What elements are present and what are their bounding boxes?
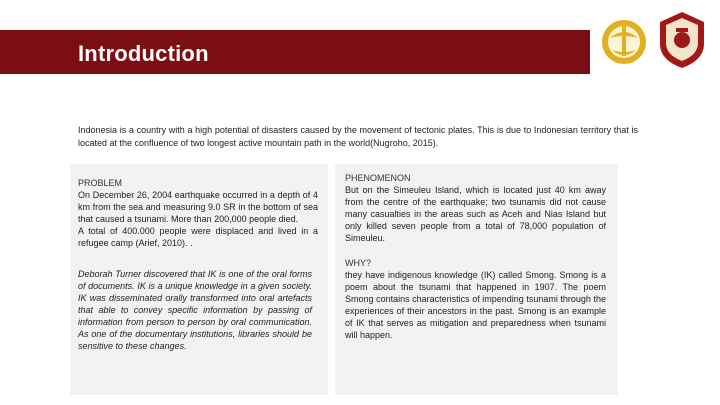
institution-emblem-logo-icon bbox=[654, 8, 710, 70]
problem-section bbox=[78, 177, 318, 249]
problem-text-2: A total of 400.000 people were displaced and lived in a refugee camp (Arief, 2010). . bbox=[78, 226, 318, 248]
quote-paragraph: Deborah Turner discovered that IK is one of the oral forms of documents. IK is a unique knowledge in a given society. IK was disseminated orally transformed into oral artefacts that able to convey specific information by passing of information from person to person by oral communication. As one of the documentary institutions, libraries should be sensitive to these changes. bbox=[78, 269, 312, 351]
problem-heading: PROBLEM bbox=[78, 178, 123, 188]
problem-text-1: On December 26, 2004 earthquake occurred in a depth of 4 km from the sea and measuring 9.0 SR in the bottom of sea that caused a tsunami. More than 200,000 people died. bbox=[78, 190, 318, 224]
phenomenon-section bbox=[345, 172, 606, 244]
slide-title: Introduction bbox=[78, 41, 209, 66]
phenomenon-heading: PHENOMENON bbox=[345, 173, 411, 183]
why-text: they have indigenous knowledge (IK) called Smong. Smong is a poem about the tsunami that happened in 1907. The poem Smong contains characteristics of impending tsunami through the experiences of their ancestors in the past. Smong is an example of IK that serves as mitigation and preparedness when tsunami will happen. bbox=[345, 270, 606, 340]
why-section bbox=[345, 257, 606, 341]
university-crest-logo-icon bbox=[596, 8, 652, 70]
why-heading: WHY? bbox=[345, 258, 372, 268]
intro-paragraph: Indonesia is a country with a high potential of disasters caused by the movement of tectonic plates. This is due to Indonesian territory that is located at the confluence of two longest active mountain path in the world(Nugroho, 2015). bbox=[78, 125, 638, 148]
phenomenon-text: But on the Simeuleu Island, which is located just 40 km away from the centre of the earthquake; two tsunamis did not cause many casualties in the areas such as Aceh and Nias Island but only killed seven people from a total of 78,000 population of Simeuleu. bbox=[345, 185, 606, 243]
